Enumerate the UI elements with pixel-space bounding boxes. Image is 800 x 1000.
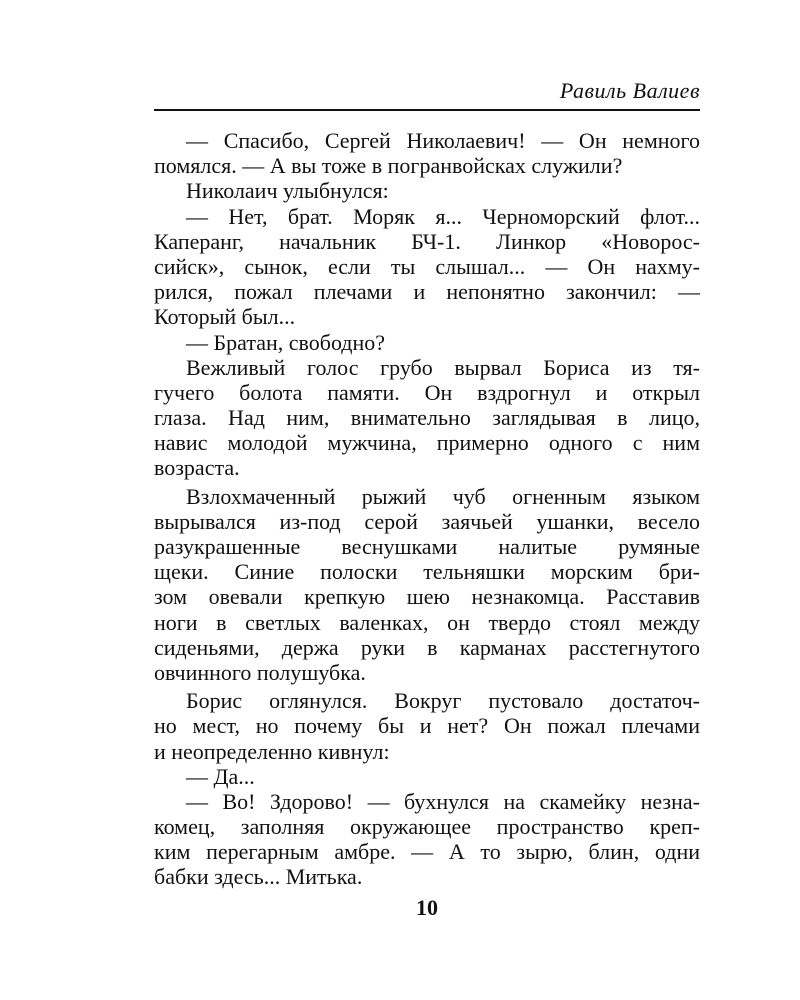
paragraph bbox=[154, 355, 700, 481]
paragraph bbox=[154, 484, 700, 686]
text-line: — Братан, свободно? bbox=[186, 329, 386, 355]
text-line: бабки здесь... Митька. bbox=[154, 864, 363, 890]
text-line: комец, заполняя окружающее пространство креп- bbox=[154, 814, 700, 840]
text-line: сийск», сынок, если ты слышал... — Он нахму- bbox=[154, 253, 700, 279]
text-line: Который был... bbox=[154, 304, 296, 330]
text-line: — Спасибо, Сергей Николаевич! — Он немного bbox=[186, 128, 700, 153]
text-line: сиденьями, держа руки в карманах расстегнутого bbox=[154, 634, 700, 660]
text-line: — Во! Здорово! — бухнулся на скамейку незна- bbox=[186, 788, 700, 814]
paragraph bbox=[154, 688, 700, 764]
text-line: — Нет, брат. Моряк я... Черноморский флот... bbox=[186, 203, 700, 229]
text-line: Вежливый голос грубо вырвал Бориса из тя- bbox=[186, 354, 700, 380]
text-line: вырывался из-под серой заячьей ушанки, весело bbox=[154, 508, 700, 534]
text-line: Взлохмаченный рыжий чуб огненным языком bbox=[186, 483, 700, 509]
paragraph bbox=[154, 789, 700, 890]
text-line: гучего болота памяти. Он вздрогнул и открыл bbox=[154, 379, 700, 405]
text-line: разукрашенные веснушками налитые румяные bbox=[154, 534, 700, 559]
text-line: Борис оглянулся. Вокруг пустовало достаточ- bbox=[186, 688, 700, 714]
text-line: возраста. bbox=[154, 455, 240, 481]
text-line: помялся. — А вы тоже в погранвойсках служили? bbox=[154, 153, 623, 179]
text-line: овчинного полушубка. bbox=[154, 659, 366, 685]
text-line: Николаич улыбнулся: bbox=[186, 178, 389, 204]
text-line: глаза. Над ним, внимательно заглядывая в лицо, bbox=[154, 405, 700, 431]
paragraph bbox=[154, 764, 700, 789]
paragraph bbox=[154, 330, 700, 355]
running-title: Равиль Валиев bbox=[559, 78, 700, 103]
page-number: 10 bbox=[416, 895, 438, 920]
header-rule bbox=[154, 109, 700, 111]
paragraph bbox=[154, 178, 700, 203]
page-body bbox=[154, 128, 700, 890]
text-line: Каперанг, начальник БЧ-1. Линкор «Новорос- bbox=[154, 228, 700, 254]
text-line: зом овевали крепкую шею незнакомца. Расставив bbox=[154, 584, 700, 610]
text-line: навис молодой мужчина, примерно одного с ним bbox=[154, 430, 700, 456]
text-line: ноги в светлых валенках, он твердо стоял между bbox=[154, 609, 700, 635]
text-line: и неопределенно кивнул: bbox=[154, 738, 390, 764]
text-line: ким перегарным амбре. — А то зырю, блин, одни bbox=[154, 839, 700, 865]
text-line: — Да... bbox=[186, 763, 255, 789]
text-line: рился, пожал плечами и непонятно закончил: — bbox=[154, 279, 700, 305]
paragraph bbox=[154, 204, 700, 330]
text-line: но мест, но почему бы и нет? Он пожал плечами bbox=[154, 713, 700, 739]
text-line: щеки. Синие полоски тельняшки морским бри- bbox=[154, 559, 700, 585]
paragraph bbox=[154, 128, 700, 178]
